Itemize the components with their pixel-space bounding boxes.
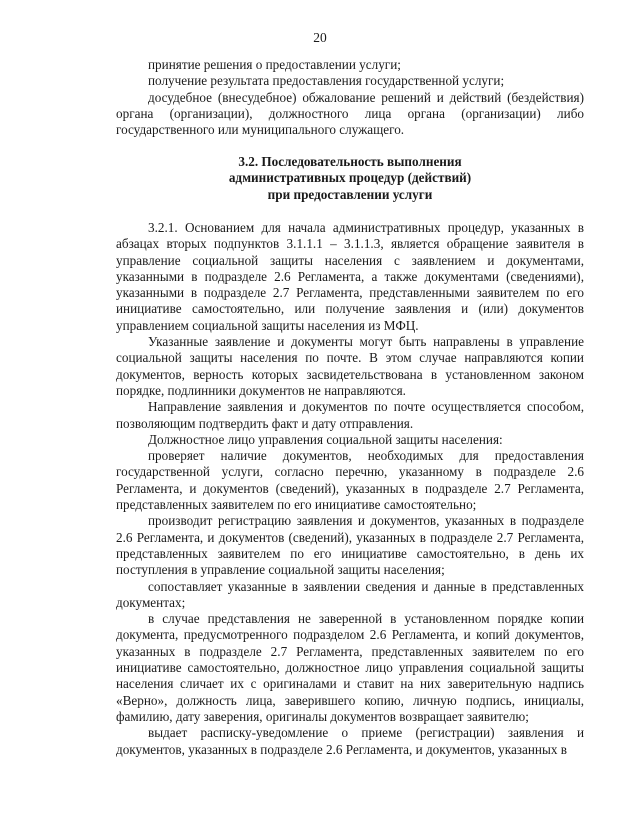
paragraph: в случае представления не заверенной в установленном порядке копии документа, предусмотренного подразделом 2.6 Регламента, и копий документов, указанных в подразделе 2.7 Регламента, представленных заявителем по его инициативе самостоятельно, должностное лицо управления социальной защиты населения сличает их с оригиналами и ставит на них заверительную надпись «Верно», должность лица, заверившего копию, личную подпись, инициалы, фамилию, дату заверения, оригиналы документов возвращает заявителю; (116, 611, 584, 724)
paragraph: Должностное лицо управления социальной защиты населения: (148, 431, 503, 447)
paragraph: производит регистрацию заявления и документов, указанных в подразделе 2.6 Регламента, и документов (сведений), указанных в подразделе 2.7 Регламента, представленных заявителем по его инициативе самостоятельно, в день их поступления в управление социальной защиты населения; (116, 513, 584, 578)
intro-item: досудебное (внесудебное) обжалование решений и действий (бездействия) органа (организации), должностного лица органа (организации) либо государственного или муниципального служащего. (116, 89, 584, 138)
intro-item: принятие решения о предоставлении услуги; (148, 57, 401, 72)
paragraph: 3.2.1. Основанием для начала административных процедур, указанных в абзацах вторых подпунктов 3.1.1.1 – 3.1.1.3, является обращение заявителя в управление социальной защиты населения с заявлением и документами, указанными в подразделе 2.6 Регламента, а также документами (сведениями), указанными в подразделе 2.7 Регламента, представленными заявителем по его инициативе самостоятельно, или получение заявления и (или) документов управлением социальной защиты населения из МФЦ. (116, 220, 584, 333)
section-heading-line: административных процедур (действий) (228, 170, 472, 186)
paragraph: Указанные заявление и документы могут быть направлены в управление социальной защиты населения по почте. В этом случае направляются копии документов, верность которых засвидетельствована в установленном законом порядке, подлинники документов не направляются. (116, 334, 584, 398)
paragraph: выдает расписку-уведомление о приеме (регистрации) заявления и документов, указанных в подразделе 2.6 Регламента, и документов, указанных в (116, 725, 584, 757)
paragraph: Направление заявления и документов по почте осуществляется способом, позволяющим подтвердить факт и дату отправления. (116, 399, 584, 431)
section-heading-line: при предоставлении услуги (267, 186, 433, 202)
page-number: 20 (313, 30, 327, 45)
intro-list (116, 57, 584, 138)
intro-item: получение результата предоставления государственной услуги; (148, 73, 505, 89)
body-text (116, 220, 584, 758)
paragraph: проверяет наличие документов, необходимых для предоставления государственной услуги, согласно перечню, указанному в подразделе 2.6 Регламента, и документов (сведений), указанных в подразделе 2.7 Регламента, представленных заявителем по его инициативе самостоятельно; (116, 448, 584, 513)
section-heading-line: 3.2. Последовательность выполнения (238, 154, 462, 169)
section-heading (116, 154, 584, 203)
paragraph: сопоставляет указанные в заявлении сведения и данные в представленных документах; (116, 578, 584, 610)
